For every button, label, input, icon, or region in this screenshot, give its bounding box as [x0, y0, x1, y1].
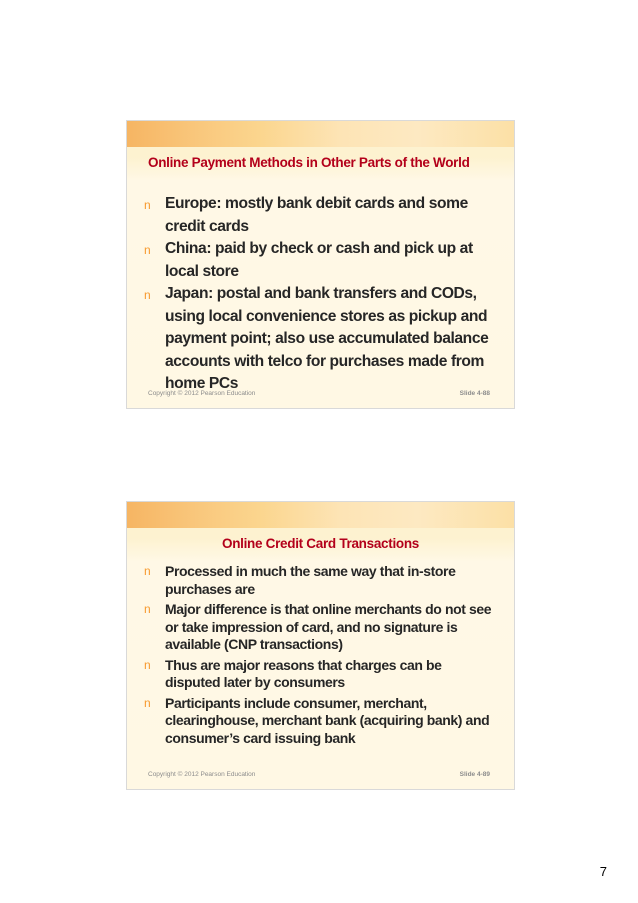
slide-header-band	[127, 502, 514, 528]
bullet-list	[144, 563, 494, 750]
bullet-icon: n	[144, 243, 151, 257]
bullet-text: Processed in much the same way that in-store purchases are	[165, 563, 456, 597]
bullet-icon: n	[144, 288, 151, 302]
bullet-icon: n	[144, 602, 151, 616]
bullet-icon: n	[144, 657, 151, 672]
slide-4-88	[126, 120, 515, 409]
bullet-item	[144, 238, 494, 283]
bullet-text: Major difference is that online merchants do not see or take impression of card, and no signature is available (CNP transactions)	[165, 601, 492, 652]
bullet-text: China: paid by check or cash and pick up at local store	[165, 240, 473, 280]
bullet-item	[144, 283, 494, 396]
page-number: 7	[599, 864, 607, 879]
bullet-text: Participants include consumer, merchant, clearinghouse, merchant bank (acquiring bank) and consumer’s card issuing bank	[165, 694, 490, 746]
slide-title: Online Credit Card Transactions	[222, 536, 419, 551]
bullet-text: Japan: postal and bank transfers and CODs, using local convenience stores as pickup and payment point; also use accumulated balance accounts with telco for purchases made from home PCs	[165, 285, 489, 392]
bullet-icon: n	[144, 564, 151, 578]
bullet-item	[144, 193, 494, 238]
bullet-icon: n	[144, 695, 151, 710]
bullet-text: Europe: mostly bank debit cards and some credit cards	[165, 195, 468, 235]
slide-header-band	[127, 121, 514, 147]
bullet-item	[144, 601, 494, 654]
bullet-list	[144, 193, 494, 396]
bullet-item	[144, 563, 494, 598]
copyright-footer: Copyright © 2012 Pearson Education	[148, 771, 256, 778]
bullet-item	[144, 695, 494, 748]
slide-title: Online Payment Methods in Other Parts of the World	[148, 155, 470, 170]
slide-number: Slide 4-88	[459, 390, 490, 397]
slide-4-89	[126, 501, 515, 790]
slide-number: Slide 4-89	[459, 771, 490, 778]
bullet-item	[144, 657, 494, 692]
copyright-footer: Copyright © 2012 Pearson Education	[148, 390, 256, 397]
bullet-icon: n	[144, 198, 151, 212]
bullet-text: Thus are major reasons that charges can be disputed later by consumers	[165, 656, 442, 690]
